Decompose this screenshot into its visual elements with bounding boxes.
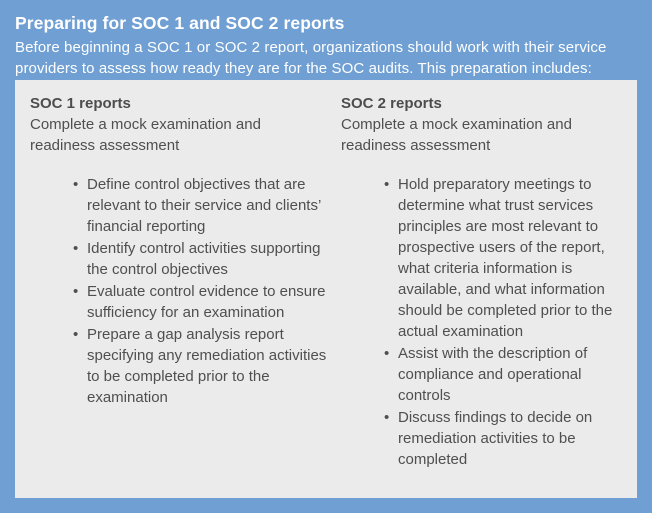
bullet-icon: •: [73, 283, 79, 300]
list-item-text: Evaluate control evidence to ensure sufficiency for an examination: [87, 283, 326, 321]
bullet-icon: •: [73, 176, 79, 193]
bullet-icon: •: [384, 345, 390, 362]
bullet-icon: •: [384, 409, 390, 426]
bullet-icon: •: [73, 240, 79, 257]
soc2-bullet-list: [341, 174, 631, 470]
soc1-subheading: Complete a mock examination and readiness assessment: [30, 116, 261, 154]
list-item-text: Identify control activities supporting the control objectives: [87, 240, 321, 278]
list-item: [73, 281, 330, 323]
list-item-text: Define control objectives that are relevant to their service and clients’ financial reporting: [87, 176, 321, 235]
list-item-text: Hold preparatory meetings to determine what trust services principles are most relevant to prospective users of the report, what criteria information is available, and what information should be completed prior to the actual examination: [398, 176, 613, 340]
list-item: [73, 324, 330, 408]
list-item: [384, 174, 631, 342]
soc1-heading: SOC 1 reports: [30, 95, 131, 112]
list-item: [73, 174, 330, 237]
soc1-column: [30, 93, 330, 409]
list-item-text: Assist with the description of compliance and operational controls: [398, 345, 588, 404]
header: [15, 12, 640, 79]
intro-text: Before beginning a SOC 1 or SOC 2 report, organizations should work with their service providers to assess how ready they are for the SOC audits. This preparation includes:: [15, 39, 607, 77]
content-panel: [15, 80, 637, 498]
bullet-icon: •: [384, 176, 390, 193]
page-title: Preparing for SOC 1 and SOC 2 reports: [15, 13, 345, 33]
soc2-column: [341, 93, 631, 471]
list-item: [73, 238, 330, 280]
list-item: [384, 343, 631, 406]
soc2-subheading: Complete a mock examination and readiness assessment: [341, 116, 572, 154]
list-item-text: Discuss findings to decide on remediation activities to be completed: [398, 409, 593, 468]
bullet-icon: •: [73, 326, 79, 343]
list-item: [384, 407, 631, 470]
list-item-text: Prepare a gap analysis report specifying any remediation activities to be completed prior to the examination: [87, 326, 327, 406]
soc2-heading: SOC 2 reports: [341, 95, 442, 112]
soc1-bullet-list: [30, 174, 330, 408]
